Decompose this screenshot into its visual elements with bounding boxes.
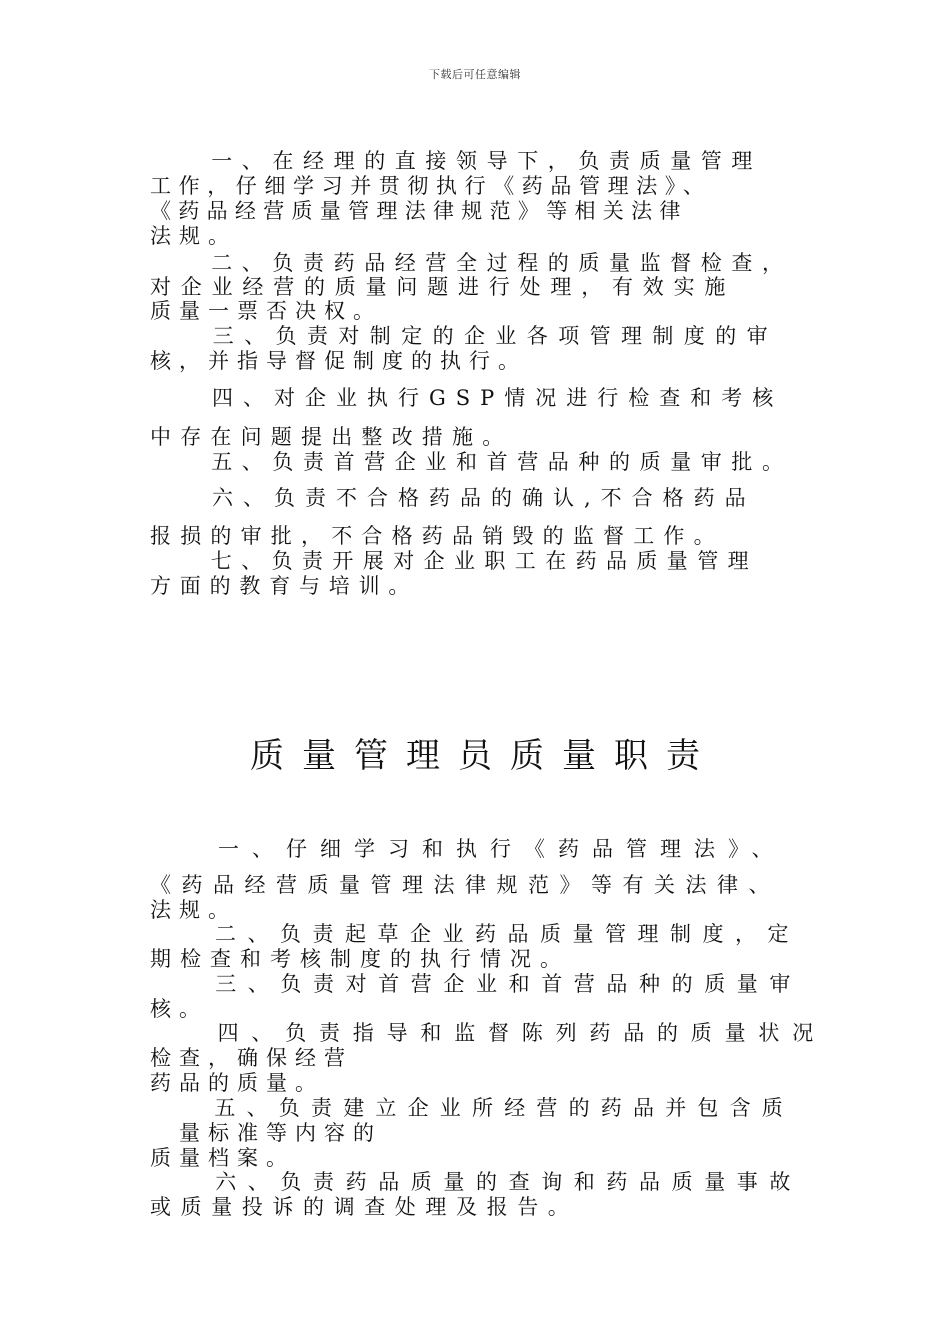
section-2-line-3: 法规。 [150, 898, 237, 922]
section-1-line-6: 对企业经营的质量问题进行处理，有效实施 [150, 275, 736, 299]
section-2-line-6: 三、负责对首营企业和首营品种的质量审 [150, 972, 802, 996]
section-1-line-7: 质量一票否决权。 [150, 299, 382, 323]
section-2-line-12: 量标准等内容的 [150, 1121, 382, 1145]
section-1-line-10: 四、对企业执行GSP情况进行检查和考核 [150, 386, 784, 410]
section-2-line-9: 检查，确保经营 [150, 1046, 353, 1070]
section-1-line-5: 二、负责药品经营全过程的质量监督检查， [150, 251, 793, 275]
section-2-title: 质量管理员质量职责 [250, 736, 718, 776]
section-1-line-8: 三、负责对制定的企业各项管理制度的审 [150, 324, 778, 348]
section-2-line-7: 核。 [150, 997, 208, 1021]
section-1-line-2: 工作，仔细学习并贯彻执行《药品管理法》、 [150, 174, 712, 198]
section-2-line-5: 期检查和考核制度的执行情况。 [150, 947, 570, 971]
section-1-line-3: 《药品经营质量管理法律规范》等相关法律 [150, 199, 688, 223]
section-2-line-8: 四、负责指导和监督陈列药品的质量状况 [150, 1021, 826, 1045]
section-2-line-10: 药品的质量。 [150, 1071, 324, 1095]
section-1-line-12: 五、负责首营企业和首营品种的质量审批。 [150, 450, 793, 474]
section-1-line-13: 六、负责不合格药品的确认,不合格药品 [150, 486, 756, 510]
section-2-line-15: 或质量投诉的调查处理及报告。 [150, 1195, 579, 1219]
section-1-line-16: 方面的教育与培训。 [150, 574, 419, 598]
section-2-line-13: 质量档案。 [150, 1146, 295, 1170]
section-2-line-2: 《药品经营质量管理法律规范》等有关法律、 [150, 873, 780, 897]
section-2-line-11: 五、负责建立企业所经营的药品并包含质 [150, 1096, 794, 1120]
section-1-line-14: 报损的审批，不合格药品销毁的监督工作。 [150, 524, 724, 548]
header-note: 下载后可任意编辑 [429, 68, 521, 81]
section-2-line-1: 一、仔细学习和执行《药品管理法》、 [150, 837, 786, 861]
section-1-line-15: 七、负责开展对企业职工在药品质量管理 [150, 549, 758, 573]
section-1-line-4: 法规。 [150, 224, 237, 248]
section-1-line-11: 中存在问题提出整改措施。 [150, 425, 513, 449]
section-1-line-1: 一、在经理的直接领导下，负责质量管理 [150, 149, 762, 173]
section-1-line-9: 核，并指导督促制度的执行。 [150, 349, 527, 373]
section-2-line-4: 二、负责起草企业药品质量管理制度，定 [150, 922, 800, 946]
section-2-line-14: 六、负责药品质量的查询和药品质量事故 [150, 1170, 802, 1194]
